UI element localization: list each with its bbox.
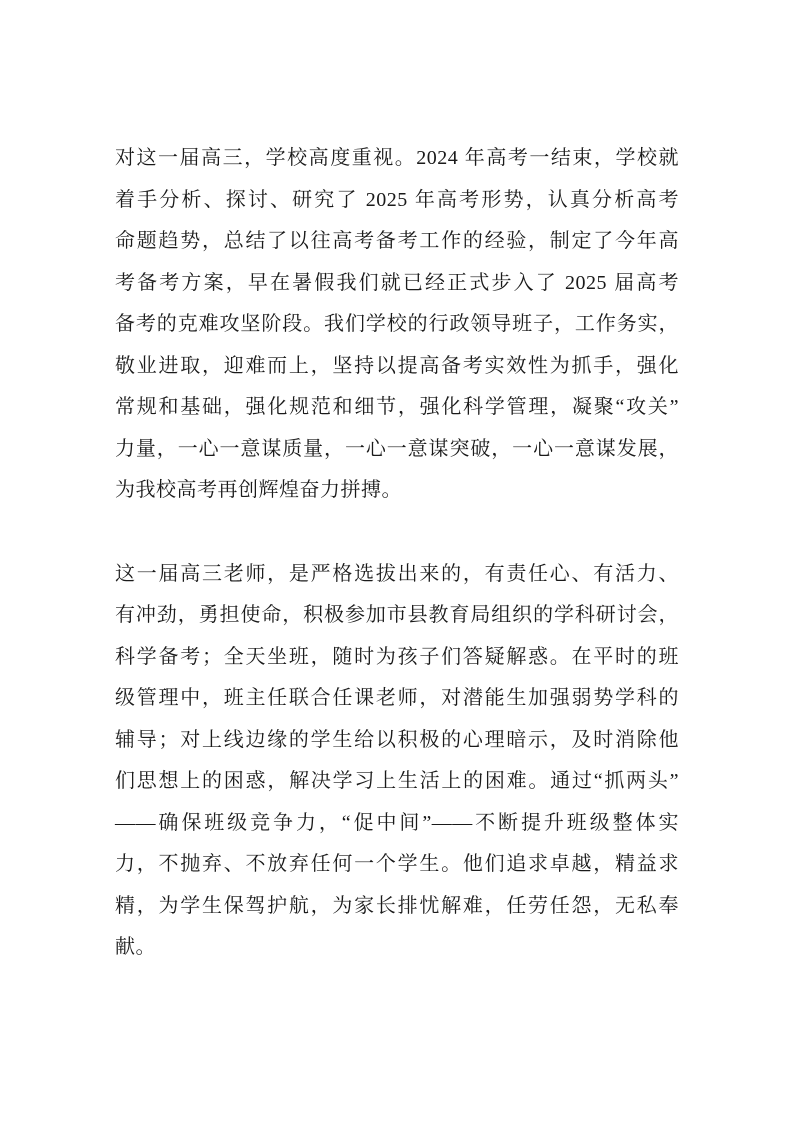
text-line: 着手分析、探讨、研究了 2025 年高考形势，认真分析高考	[115, 188, 679, 211]
text-line: 为我校高考再创辉煌奋力拼搏。	[115, 479, 402, 501]
paragraph-2	[115, 554, 679, 969]
text-line: 有冲劲，勇担使命，积极参加市县教育局组织的学科研讨会，	[115, 604, 679, 626]
text-line: 力量，一心一意谋质量，一心一意谋突破，一心一意谋发展，	[115, 437, 679, 460]
text-line: 敬业进取，迎难而上，坚持以提高备考实效性为抓手，强化	[115, 354, 679, 377]
text-line: 辅导；对上线边缘的学生给以积极的心理暗示，及时消除他	[115, 728, 679, 751]
text-line: 命题趋势，总结了以往高考备考工作的经验，制定了今年高	[115, 230, 679, 252]
text-line: 献。	[115, 936, 156, 958]
text-line: 对这一届高三，学校高度重视。2024 年高考一结束，学校就	[115, 147, 679, 169]
text-line: 级管理中，班主任联合任课老师，对潜能生加强弱势学科的	[115, 687, 679, 709]
text-line: 科学备考；全天坐班，随时为孩子们答疑解惑。在平时的班	[115, 645, 679, 668]
text-line: 们思想上的困惑，解决学习上生活上的困难。通过“抓两头”	[115, 770, 679, 792]
text-line: 这一届高三老师，是严格选拔出来的，有责任心、有活力、	[115, 562, 679, 585]
text-line: 考备考方案，早在暑假我们就已经正式步入了 2025 届高考	[115, 271, 679, 294]
text-line: 力，不抛弃、不放弃任何一个学生。他们追求卓越，精益求	[115, 853, 679, 875]
text-line: 备考的克难攻坚阶段。我们学校的行政领导班子，工作务实，	[115, 313, 679, 335]
text-line: 常规和基础，强化规范和细节，强化科学管理，凝聚“攻关”	[115, 396, 679, 418]
text-line: 精，为学生保驾护航，为家长排忧解难，任劳任怨，无私奉	[115, 894, 679, 917]
text-line: ——确保班级竞争力，“促中间”——不断提升班级整体实	[115, 811, 679, 834]
document-text	[115, 138, 679, 969]
paragraph-1	[115, 138, 679, 512]
